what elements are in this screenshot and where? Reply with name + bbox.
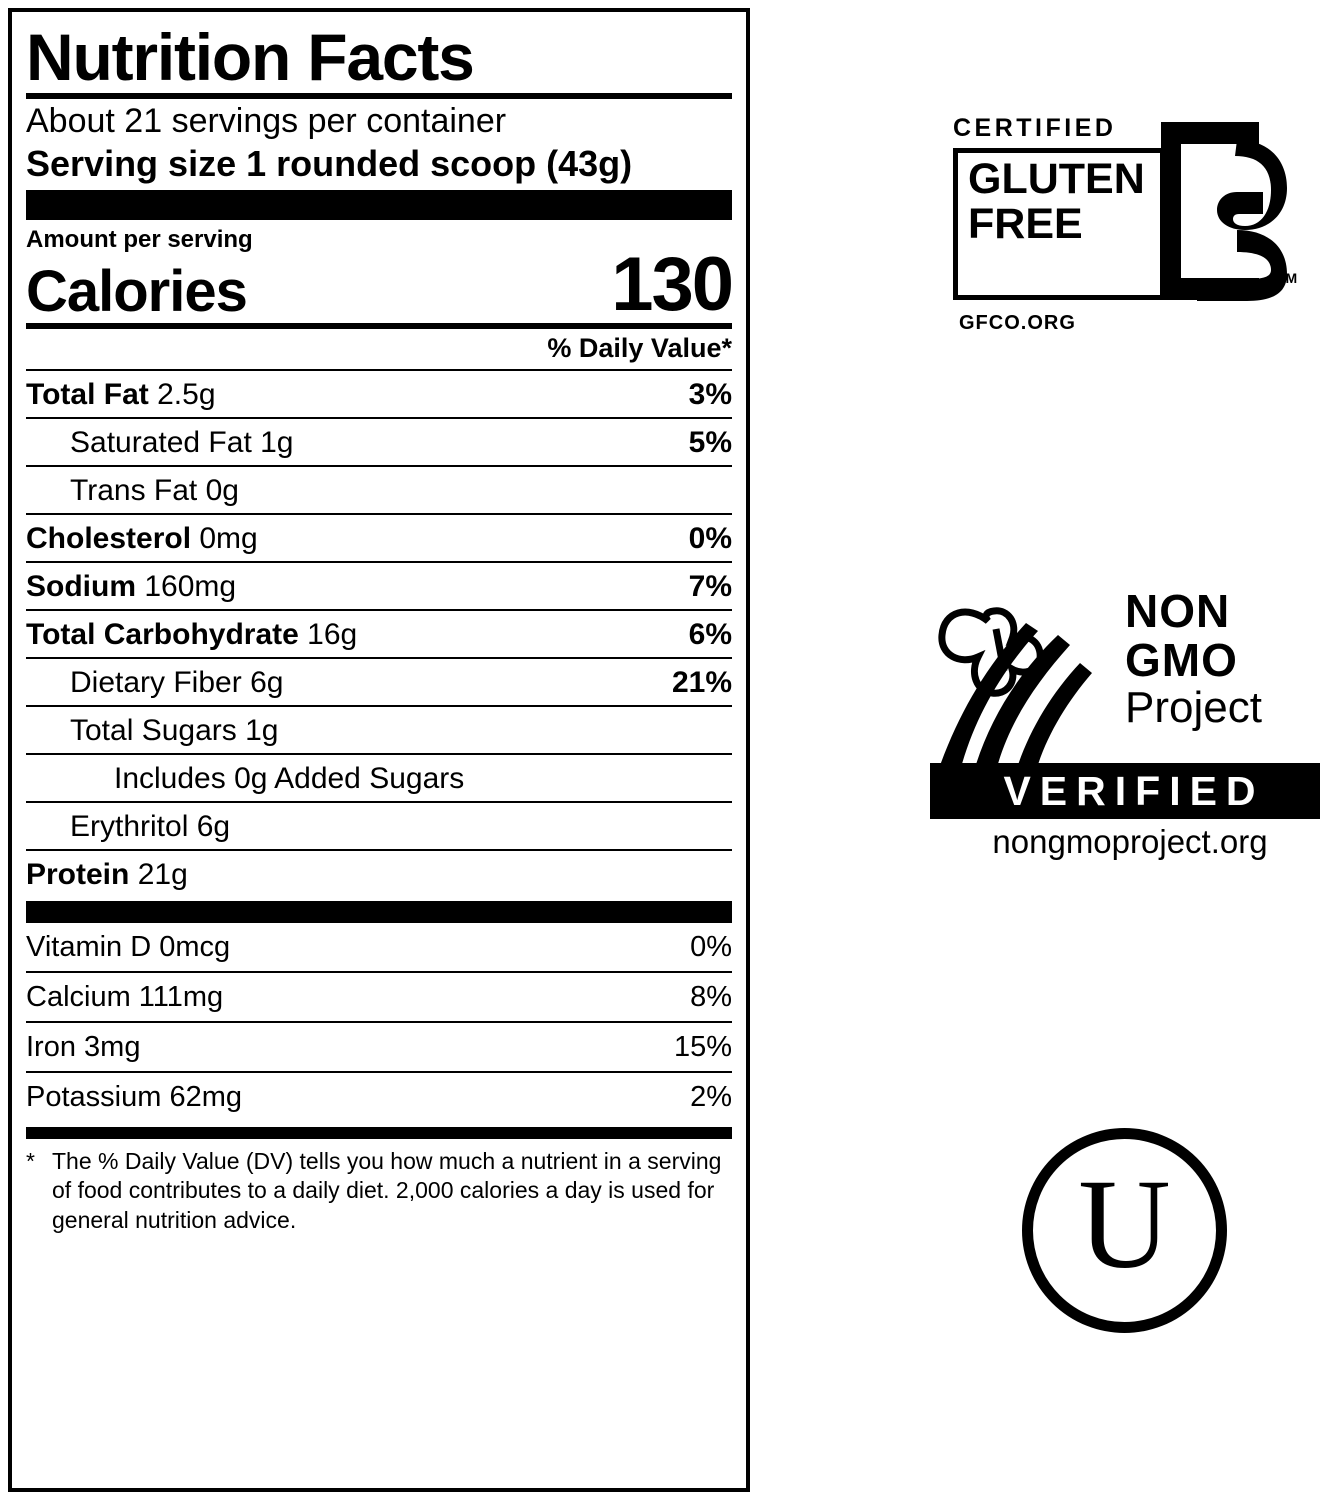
nutrient-amount: 6g — [196, 809, 231, 843]
nutrient-rows — [26, 369, 732, 897]
nutrient-label: Includes 0g Added Sugars — [114, 761, 465, 795]
servings-per-container: About 21 servings per container — [26, 101, 507, 140]
nutrient-row — [26, 801, 732, 849]
nutrient-name — [114, 762, 464, 795]
gluten-free-org: GFCO.ORG — [959, 312, 1076, 334]
nutrient-row — [26, 753, 732, 801]
nutrient-label: Erythritol — [70, 809, 189, 843]
micronutrient-name: Calcium 111mg — [26, 980, 224, 1013]
nutrient-name — [26, 618, 357, 651]
nutrient-row — [26, 513, 732, 561]
micronutrient-daily-value: 8% — [690, 980, 732, 1013]
nutrition-facts-title: Nutrition Facts — [26, 20, 474, 94]
nutrient-name — [70, 810, 230, 843]
nutrient-label: Total Carbohydrate — [26, 617, 299, 651]
nutrient-amount: 6g — [250, 665, 284, 699]
micronutrient-name: Potassium 62mg — [26, 1080, 242, 1113]
micronutrient-row — [26, 971, 732, 1021]
nutrient-label: Protein — [26, 857, 130, 891]
nutrient-row — [26, 561, 732, 609]
nutrient-name — [26, 570, 236, 603]
nutrient-label: Total Sugars — [70, 713, 237, 747]
nutrient-label: Saturated Fat — [70, 425, 252, 459]
serving-divider-bar — [26, 190, 732, 220]
nutrient-label: Trans Fat — [70, 473, 198, 507]
nutrient-label: Total Fat — [26, 377, 149, 411]
micronutrient-name: Vitamin D 0mcg — [26, 930, 231, 963]
non-gmo-verified-text: VERIFIED — [1003, 768, 1265, 814]
nutrient-amount: 160mg — [144, 569, 237, 603]
certification-logos — [790, 0, 1320, 1500]
nutrient-row — [26, 609, 732, 657]
gluten-free-line2: FREE — [968, 200, 1083, 249]
gluten-free-certified-label: CERTIFIED — [953, 114, 1117, 142]
micronutrient-daily-value: 0% — [690, 930, 732, 963]
gluten-free-box — [953, 148, 1165, 300]
nutrient-daily-value: 5% — [688, 425, 732, 459]
nutrient-daily-value: 6% — [688, 617, 732, 651]
footnote-divider-bar — [26, 1127, 732, 1139]
gluten-free-certified-logo — [945, 100, 1298, 360]
micronutrient-row — [26, 923, 732, 971]
nutrient-row — [26, 417, 732, 465]
nutrient-amount: 2.5g — [157, 377, 216, 411]
micronutrient-name: Iron 3mg — [26, 1030, 141, 1063]
calories-row — [26, 242, 732, 328]
micronutrient-rows — [26, 923, 732, 1121]
nutrient-daily-value: 21% — [671, 665, 732, 699]
nutrient-amount: 16g — [307, 617, 358, 651]
nutrient-amount: 1g — [260, 425, 294, 459]
nutrient-daily-value: 0% — [688, 521, 732, 555]
nutrient-name — [70, 426, 294, 459]
micronutrient-daily-value: 2% — [690, 1080, 732, 1113]
nutrient-amount: 21g — [137, 857, 188, 891]
non-gmo-project-text: Project — [1125, 683, 1262, 732]
nutrient-row — [26, 369, 732, 417]
non-gmo-non-text: NON — [1125, 585, 1231, 637]
nutrient-name — [70, 474, 239, 507]
footnote-marker: * — [26, 1147, 35, 1174]
nutrient-name — [70, 666, 283, 699]
kosher-circle-icon — [1022, 1128, 1227, 1333]
nutrient-row — [26, 705, 732, 753]
footnote — [26, 1139, 732, 1235]
nutrient-name — [26, 522, 258, 555]
calories-value: 130 — [611, 242, 732, 328]
non-gmo-url: nongmoproject.org — [992, 823, 1268, 860]
nutrient-daily-value: 7% — [688, 569, 732, 603]
non-gmo-project-verified-logo — [930, 585, 1320, 860]
gluten-free-tm: TM — [1277, 270, 1298, 286]
micronutrient-row — [26, 1071, 732, 1121]
amount-per-serving-label: Amount per serving — [26, 226, 253, 254]
kosher-u-letter: U — [1078, 1153, 1171, 1295]
nutrient-amount: 0g — [205, 473, 239, 507]
non-gmo-verified-bar — [930, 763, 1320, 819]
nutrient-name — [26, 378, 216, 411]
nutrient-label: Cholesterol — [26, 521, 192, 555]
nutrient-daily-value: 3% — [688, 377, 732, 411]
butterfly-grass-icon — [930, 595, 1110, 775]
calories-label: Calories — [26, 259, 247, 325]
nutrient-name — [26, 858, 188, 891]
nutrient-row — [26, 657, 732, 705]
daily-value-header: % Daily Value* — [547, 332, 732, 363]
micronutrient-divider-bar — [26, 901, 732, 923]
nutrient-label: Dietary Fiber — [70, 665, 242, 699]
gluten-free-line1: GLUTEN — [968, 155, 1145, 203]
nutrient-name — [70, 714, 278, 747]
gluten-free-g-icon — [1141, 118, 1291, 303]
nutrient-amount: 0mg — [199, 521, 258, 555]
kosher-ou-logo — [1022, 1128, 1227, 1333]
non-gmo-gmo-text: GMO — [1125, 634, 1238, 686]
serving-size: Serving size 1 rounded scoop (43g) — [26, 143, 633, 185]
nutrition-facts-panel — [8, 8, 750, 1492]
nutrient-row — [26, 849, 732, 897]
footnote-text: The % Daily Value (DV) tells you how much a nutrient in a serving of food contributes to a daily diet. 2,000 calories a day is used for general nutrition advice. — [52, 1147, 722, 1233]
micronutrient-daily-value: 15% — [673, 1030, 732, 1063]
micronutrient-row — [26, 1021, 732, 1071]
nutrient-amount: 1g — [245, 713, 279, 747]
nutrient-label: Sodium — [26, 569, 136, 603]
nutrient-row — [26, 465, 732, 513]
